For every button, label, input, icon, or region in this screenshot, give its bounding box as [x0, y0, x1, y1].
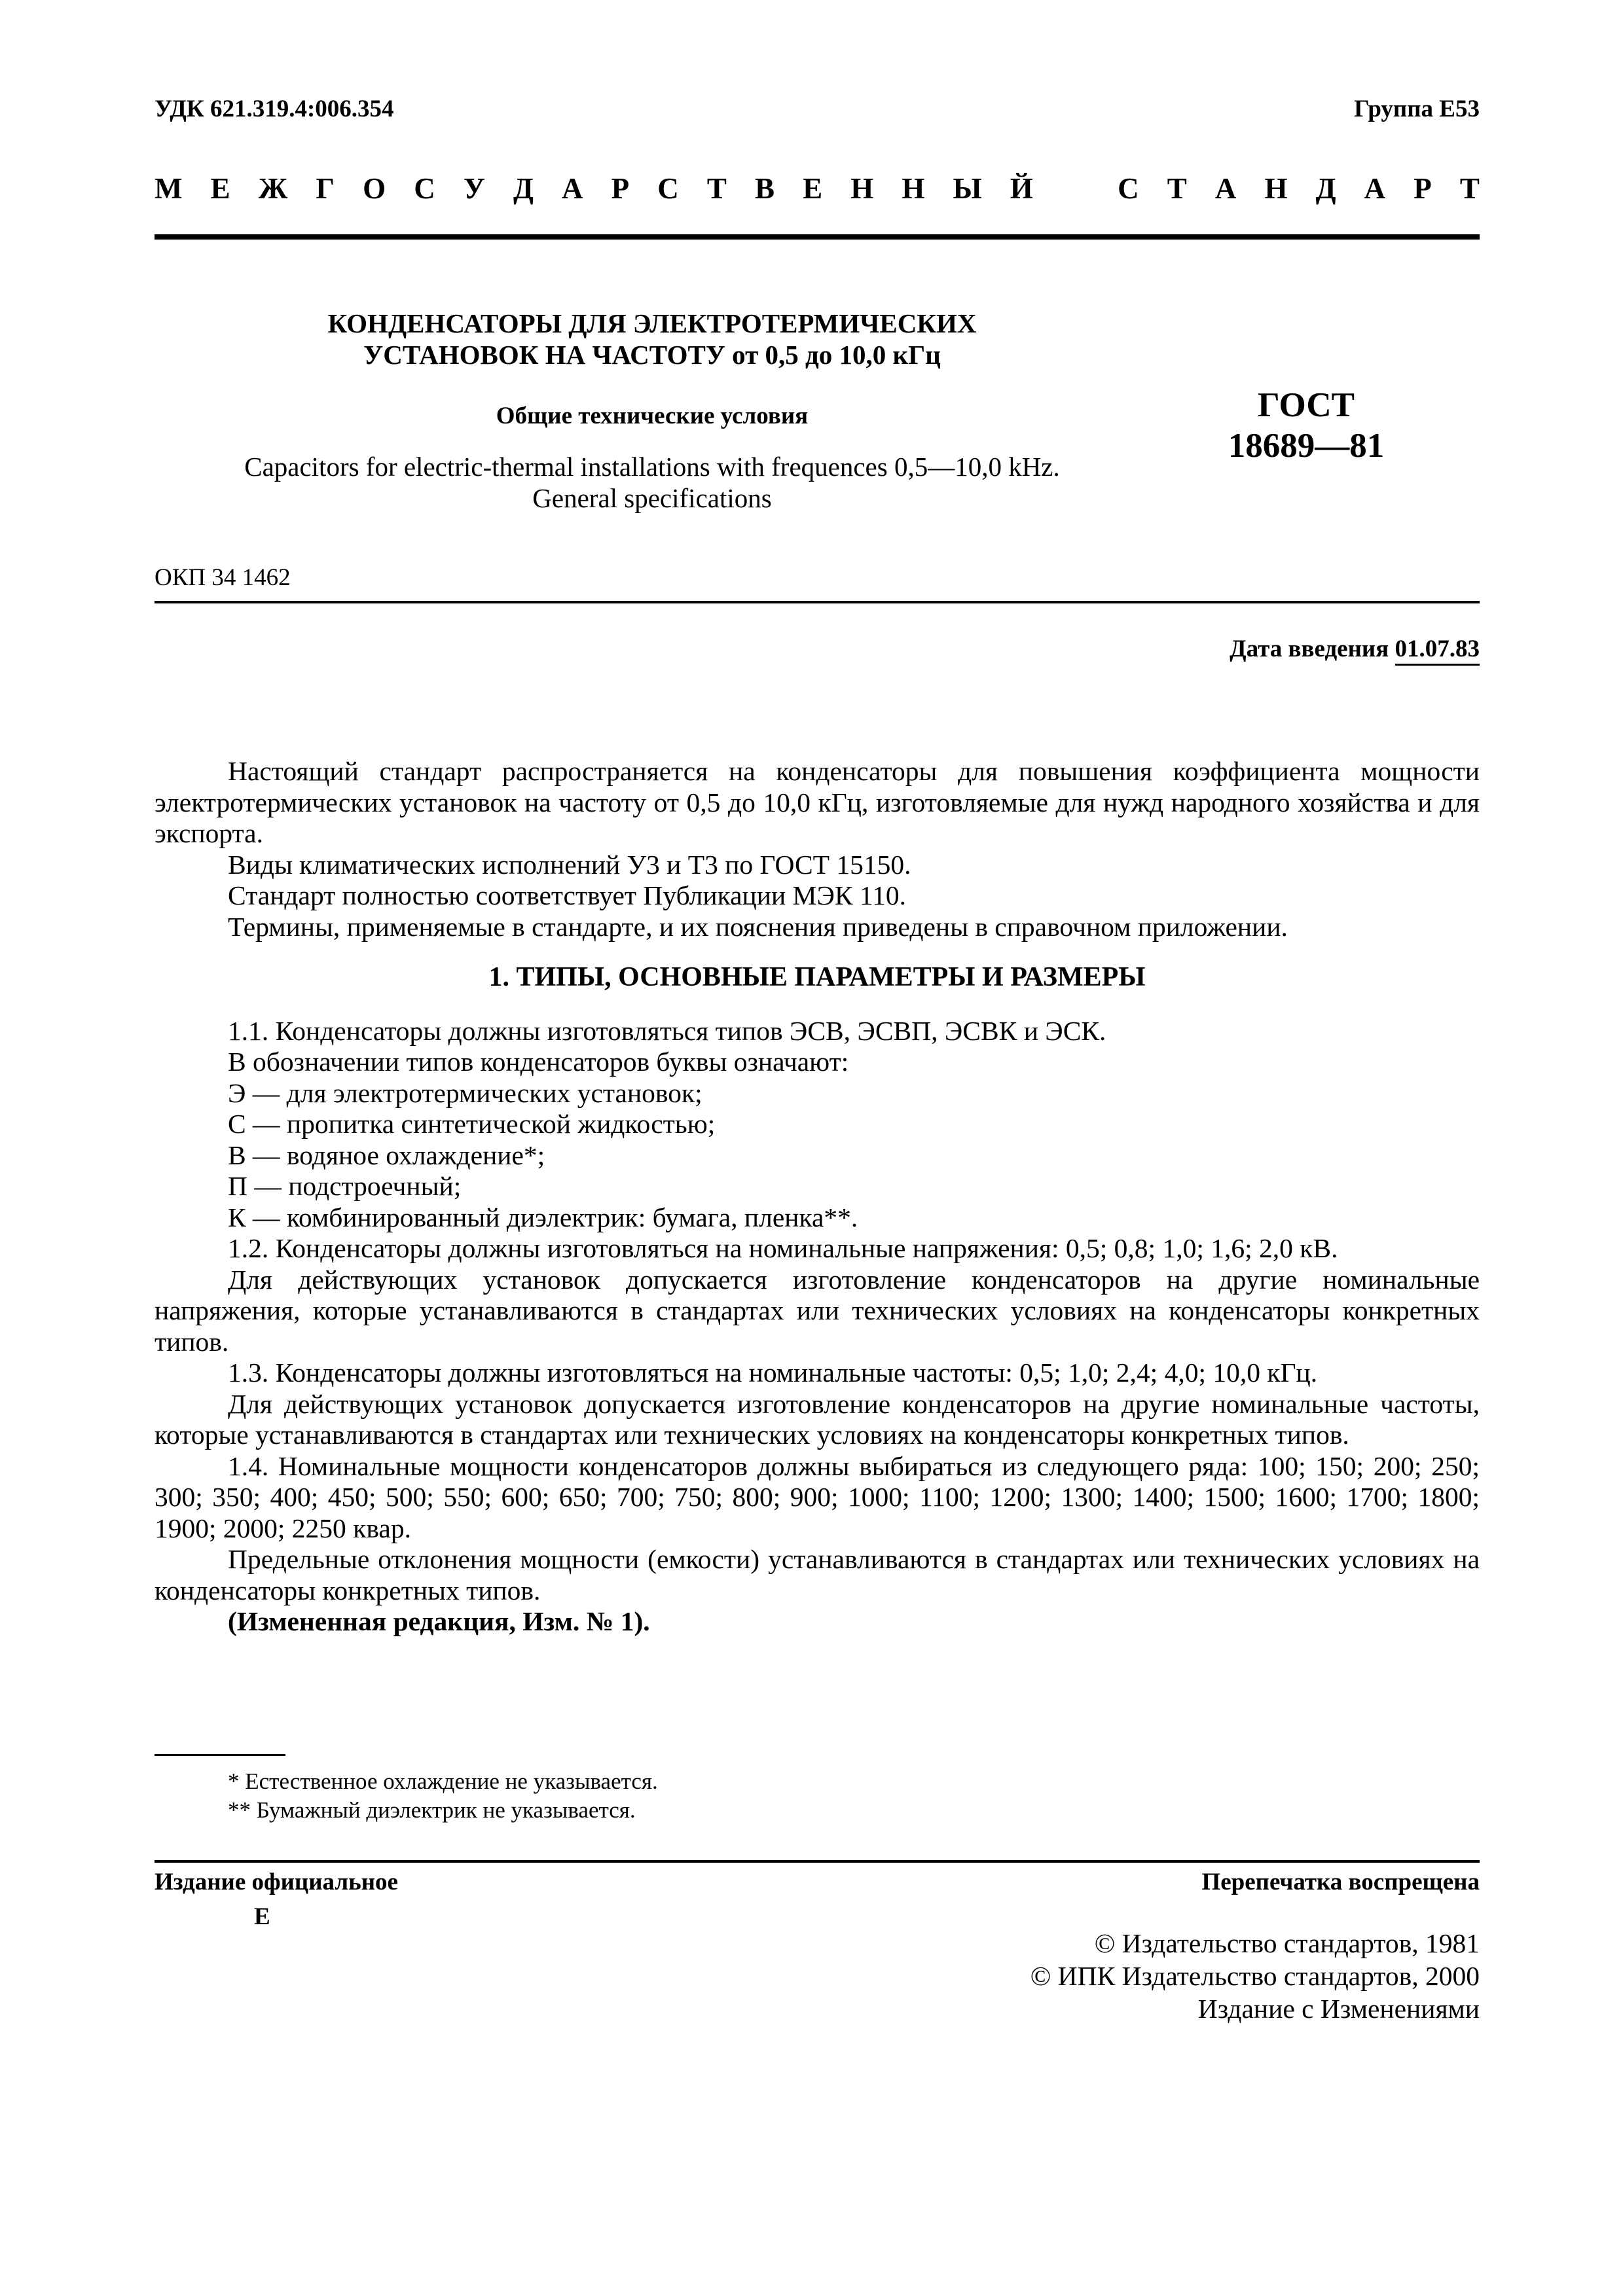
banner-letter: Д	[1315, 172, 1336, 205]
copyright-2000: © ИПК Издательство стандартов, 2000	[1030, 1961, 1480, 1991]
banner-letter: О	[363, 172, 386, 205]
banner-letter: Й	[1010, 172, 1033, 205]
banner-letter: С	[1118, 172, 1139, 205]
clause-1-1: 1.1. Конденсаторы должны изготовляться типов ЭСВ, ЭСВП, ЭСВК и ЭСК.	[228, 1015, 1106, 1046]
clause-1-3: 1.3. Конденсаторы должны изготовляться на номинальные частоты: 0,5; 1,0; 2,4; 4,0; 10,0 кГц.	[228, 1357, 1318, 1388]
banner-letter: С	[414, 172, 435, 205]
title-line-1: КОНДЕНСАТОРЫ ДЛЯ ЭЛЕКТРОТЕРМИЧЕСКИХ	[327, 308, 977, 338]
clause-1-4-note: Предельные отклонения мощности (емкости) устанавливаются в стандартах или технических условиях на конденсаторы конкретных типов.	[155, 1544, 1480, 1605]
introduction-date	[1230, 635, 1480, 663]
banner-letter: У	[463, 172, 485, 205]
banner-letter: Ы	[953, 172, 982, 205]
banner-letter: Р	[1413, 172, 1432, 205]
banner-letter: Н	[1264, 172, 1288, 205]
banner-letter: В	[754, 172, 775, 205]
banner-letter: Д	[513, 172, 534, 205]
section-heading: 1. ТИПЫ, ОСНОВНЫЕ ПАРАМЕТРЫ И РАЗМЕРЫ	[488, 962, 1146, 992]
banner-letter: Т	[1459, 172, 1480, 205]
banner-letter: Ж	[258, 172, 288, 205]
letter-definition: Э — для электротермических установок;	[228, 1077, 702, 1108]
banner-letter: М	[155, 172, 183, 205]
banner-letter: Н	[902, 172, 925, 205]
date-value: 01.07.83	[1395, 636, 1480, 666]
english-title-line-1: Capacitors for electric-thermal installations with frequences 0,5—10,0 kHz.	[244, 452, 1060, 482]
intro-paragraph: Термины, применяемые в стандарте, и их пояснения приведены в справочном приложении.	[228, 911, 1288, 942]
clause-1-2: 1.2. Конденсаторы должны изготовляться на номинальные напряжения: 0,5; 0,8; 1,0; 1,6; 2,0 кВ.	[228, 1233, 1338, 1263]
clause-1-2-note: Для действующих установок допускается изготовление конденсаторов на другие номинальные напряжения, которые устанавливаются в стандартах или технических условиях на конденсаторы конкретных типов.	[155, 1264, 1480, 1357]
subtitle: Общие технические условия	[496, 403, 809, 429]
date-label: Дата введения	[1230, 636, 1395, 662]
letter-definition: К — комбинированный диэлектрик: бумага, пленка**.	[228, 1202, 858, 1232]
gost-label: ГОСТ	[1258, 386, 1355, 424]
banner-letter: Г	[316, 172, 335, 205]
banner-letter: С	[657, 172, 679, 205]
reprint-prohibited: Перепечатка воспрещена	[1201, 1869, 1480, 1895]
gost-code: 18689—81	[1228, 427, 1385, 465]
banner-letter: Е	[210, 172, 230, 205]
title-block	[155, 308, 1150, 514]
udk-code: УДК 621.319.4:006.354	[155, 96, 394, 122]
banner-letter: Т	[1167, 172, 1187, 205]
footnote-rule	[155, 1754, 285, 1756]
banner-letter: А	[1364, 172, 1386, 205]
clause-1-3-note: Для действующих установок допускается изготовление конденсаторов на другие номинальные частоты, которые устанавливаются в стандартах или технических условиях на конденсаторы конкретных типов.	[155, 1388, 1480, 1450]
edition-letter: Е	[254, 1903, 270, 1930]
footnote-1: * Естественное охлаждение не указывается.	[228, 1768, 658, 1794]
official-edition: Издание официальное	[155, 1869, 398, 1895]
english-title	[155, 451, 1150, 514]
title-line-2: УСТАНОВОК НА ЧАСТОТУ от 0,5 до 10,0 кГц	[363, 340, 941, 370]
intro-paragraph: Виды климатических исполнений У3 и Т3 по ГОСТ 15150.	[228, 849, 911, 880]
footnote-2: ** Бумажный диэлектрик не указывается.	[228, 1797, 636, 1823]
letter-definition: С — пропитка синтетической жидкостью;	[228, 1109, 716, 1139]
copyright-1981: © Издательство стандартов, 1981	[1094, 1928, 1480, 1958]
edition-with-changes: Издание с Изменениями	[1197, 1994, 1480, 2024]
group-code: Группа Е53	[1354, 96, 1480, 122]
banner-letter: Р	[611, 172, 630, 205]
clause-1-4: 1.4. Номинальные мощности конденсаторов должны выбираться из следующего ряда: 100; 150; 200; 250; 300; 350; 400; 450; 500; 550; 600; 650; 700; 750; 800; 900; 1000; 1100; 1200; 1300; 1400; 1500; 1600; 1700; 1800; 1900; 2000; 2250 квар.	[155, 1450, 1480, 1543]
letter-definition: В — водяное охлаждение*;	[228, 1139, 545, 1170]
copyright-block	[1030, 1927, 1480, 2025]
banner-letter: А	[1214, 172, 1237, 205]
footer-rule	[155, 1860, 1480, 1863]
banner-letter: Т	[706, 172, 727, 205]
banner-letter: Е	[803, 172, 823, 205]
intro-paragraph: Стандарт полностью соответствует Публикации МЭК 110.	[228, 880, 906, 910]
banner-letter: А	[562, 172, 583, 205]
letters-intro: В обозначении типов конденсаторов буквы означают:	[228, 1047, 849, 1077]
amendment-note: (Измененная редакция, Изм. № 1).	[228, 1606, 650, 1636]
okp-code: ОКП 34 1462	[155, 564, 291, 591]
gost-number	[1142, 385, 1470, 466]
header-thick-rule	[155, 234, 1480, 240]
body-text	[155, 756, 1480, 1638]
english-title-line-2: General specifications	[532, 483, 772, 513]
banner-letter: Н	[850, 172, 874, 205]
letter-definition: П — подстроечный;	[228, 1171, 462, 1201]
interstate-standard-banner	[155, 171, 1480, 206]
okp-rule	[155, 601, 1480, 603]
intro-paragraph: Настоящий стандарт распространяется на конденсаторы для повышения коэффициента мощности электротермических установок на частоту от 0,5 до 10,0 кГц, изготовляемые для нужд народного хозяйства и для экспорта.	[155, 756, 1480, 848]
